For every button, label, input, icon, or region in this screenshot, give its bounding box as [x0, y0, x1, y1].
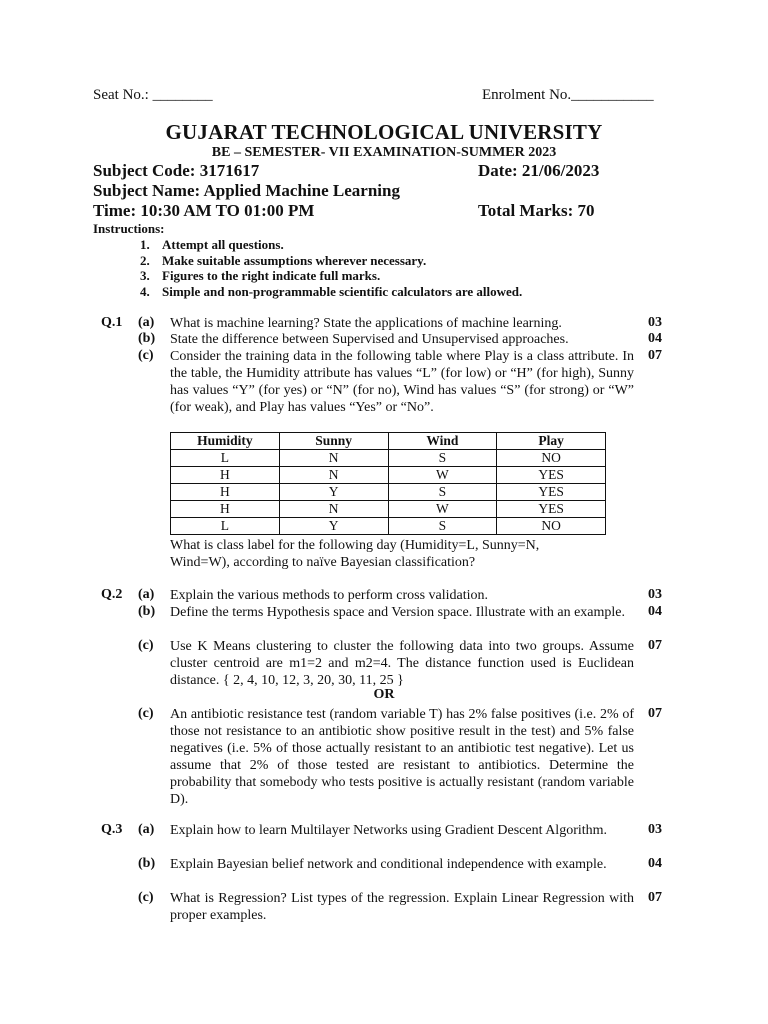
table-cell: L: [171, 518, 280, 535]
table-header: Play: [497, 433, 606, 450]
table-header-row: [171, 433, 606, 450]
q2-a-label: (a): [138, 587, 155, 602]
q2-c-alt-label: (c): [138, 706, 154, 721]
subject-name: Subject Name: Applied Machine Learning: [93, 181, 400, 200]
table-cell: N: [279, 467, 388, 484]
table-cell: H: [171, 467, 280, 484]
q1-a-marks: 03: [648, 315, 662, 330]
q3-b-label: (b): [138, 856, 156, 871]
table-cell: Y: [279, 484, 388, 501]
table-header: Humidity: [171, 433, 280, 450]
table-cell: W: [388, 501, 497, 518]
table-cell: YES: [497, 501, 606, 518]
table-cell: YES: [497, 484, 606, 501]
q2-b-marks: 04: [648, 604, 662, 619]
q1-c-marks: 07: [648, 348, 662, 363]
q3-c-text: What is Regression? List types of the regression. Explain Linear Regression with proper examples.: [170, 891, 634, 923]
table-cell: H: [171, 501, 280, 518]
exam-title: BE – SEMESTER- VII EXAMINATION-SUMMER 2023: [211, 145, 557, 160]
table-row: [171, 518, 606, 535]
table-row: [171, 501, 606, 518]
q1-b-label: (b): [138, 331, 156, 346]
table-row: [171, 484, 606, 501]
table-header: Wind: [388, 433, 497, 450]
table-cell: S: [388, 484, 497, 501]
q2-c-text: Use K Means clustering to cluster the following data into two groups. Assume cluster centroid are m1=2 and m2=4. The distance function used is Euclidean distance. { 2, 4, 10, 12, 3, 20, 30, 11, 25 }: [170, 639, 634, 688]
or-separator: OR: [373, 687, 395, 702]
table-cell: N: [279, 450, 388, 467]
q1-c-question: What is class label for the following day (Humidity=L, Sunny=N, Wind=W), according to naïve Bayesian classification?: [170, 538, 540, 570]
question-2-label: Q.2: [101, 587, 123, 602]
question-3-label: Q.3: [101, 822, 123, 837]
q2-c-alt-text: An antibiotic resistance test (random variable T) has 2% false positives (i.e. 2% of those not resistance to an antibiotic show positive result in the test) and 5% false negatives (i.e. 5% of those actually resistant to an antibiotic test negative). Let us assume that 2% of those tested are resistant to antibiotics. Determine the probability that somebody who tests positive is actually resistant (random variable D).: [170, 707, 634, 807]
q3-b-text: Explain Bayesian belief network and conditional independence with example.: [170, 857, 607, 872]
instruction-item: 3. Figures to the right indicate full marks.: [140, 268, 381, 283]
q3-c-marks: 07: [648, 890, 662, 905]
training-data-table: [170, 432, 606, 535]
q2-a-text: Explain the various methods to perform cross validation.: [170, 588, 489, 603]
q3-a-marks: 03: [648, 822, 662, 837]
table-row: [171, 467, 606, 484]
enrolment-number: Enrolment No.___________: [482, 87, 654, 103]
table-cell: W: [388, 467, 497, 484]
table-cell: YES: [497, 467, 606, 484]
q1-c-label: (c): [138, 348, 154, 363]
table-cell: L: [171, 450, 280, 467]
table-cell: Y: [279, 518, 388, 535]
table-cell: H: [171, 484, 280, 501]
q3-a-label: (a): [138, 822, 155, 837]
q2-c-alt-marks: 07: [648, 706, 662, 721]
table-cell: N: [279, 501, 388, 518]
q2-b-text: Define the terms Hypothesis space and Version space. Illustrate with an example.: [170, 605, 625, 620]
q1-a-label: (a): [138, 315, 155, 330]
q2-c-label: (c): [138, 638, 154, 653]
instruction-item: 2. Make suitable assumptions wherever necessary.: [140, 253, 427, 268]
seat-number: Seat No.: ________: [93, 87, 213, 103]
instruction-item: 4. Simple and non-programmable scientific calculators are allowed.: [140, 284, 523, 299]
exam-date: Date: 21/06/2023: [478, 161, 600, 180]
q2-b-label: (b): [138, 604, 156, 619]
q1-b-text: State the difference between Supervised and Unsupervised approaches.: [170, 332, 569, 347]
exam-time: Time: 10:30 AM TO 01:00 PM: [93, 201, 315, 220]
q2-a-marks: 03: [648, 587, 662, 602]
university-title: GUJARAT TECHNOLOGICAL UNIVERSITY: [165, 120, 603, 144]
q3-a-text: Explain how to learn Multilayer Networks using Gradient Descent Algorithm.: [170, 823, 608, 838]
q2-c-marks: 07: [648, 638, 662, 653]
subject-code: Subject Code: 3171617: [93, 161, 260, 180]
instruction-item: 1. Attempt all questions.: [140, 237, 284, 252]
q1-c-text: Consider the training data in the following table where Play is a class attribute. In the table, the Humidity attribute has values “L” (for low) or “H” (for high), Sunny has values “Y” (for yes) or “N” (for no), Wind has values “S” (for strong) or “W” (for weak), and Play has values “Yes” or “No”.: [170, 349, 634, 415]
q1-b-marks: 04: [648, 331, 662, 346]
table-row: [171, 450, 606, 467]
question-1-label: Q.1: [101, 315, 123, 330]
table-cell: S: [388, 518, 497, 535]
table-cell: NO: [497, 450, 606, 467]
table-header: Sunny: [279, 433, 388, 450]
table-cell: NO: [497, 518, 606, 535]
q3-c-label: (c): [138, 890, 154, 905]
q1-a-text: What is machine learning? State the applications of machine learning.: [170, 316, 562, 331]
instructions-title: Instructions:: [93, 221, 165, 236]
total-marks: Total Marks: 70: [478, 201, 595, 220]
table-cell: S: [388, 450, 497, 467]
q3-b-marks: 04: [648, 856, 662, 871]
